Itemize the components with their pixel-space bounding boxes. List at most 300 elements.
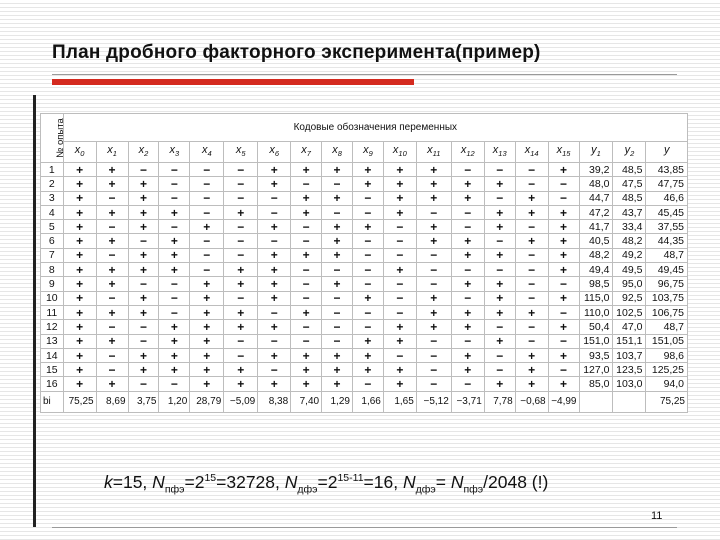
factor-level-cell: − — [515, 277, 548, 291]
factor-level-cell: − — [190, 191, 224, 205]
factor-level-cell: + — [63, 163, 96, 177]
factor-level-cell: − — [224, 334, 258, 348]
factor-level-cell: + — [258, 263, 291, 277]
variable-names-row — [41, 142, 688, 163]
trial-number-cell: 9 — [41, 277, 64, 291]
factor-level-cell: − — [96, 248, 128, 262]
factor-level-cell: + — [383, 334, 416, 348]
variable-index: 10 — [398, 149, 407, 159]
coefficient-cell: 1,66 — [352, 391, 383, 412]
factor-level-cell: + — [548, 163, 579, 177]
variable-header-cell — [515, 142, 548, 163]
factor-level-cell: + — [322, 377, 353, 391]
footer-divider — [52, 527, 677, 528]
factor-level-cell: + — [291, 248, 322, 262]
response-y-cell: 43,85 — [646, 163, 688, 177]
factor-level-cell: + — [128, 348, 159, 362]
response-y2-cell: 33,4 — [613, 220, 646, 234]
factor-level-cell: + — [451, 363, 484, 377]
factor-level-cell: + — [63, 363, 96, 377]
factor-level-cell: + — [96, 277, 128, 291]
factor-level-cell: + — [416, 291, 451, 305]
factor-level-cell: − — [159, 220, 190, 234]
variable-symbol: x — [107, 143, 113, 156]
factor-level-cell: − — [96, 220, 128, 234]
variable-header-cell — [224, 142, 258, 163]
factor-level-cell: + — [548, 248, 579, 262]
factor-level-cell: − — [416, 248, 451, 262]
factor-level-cell: − — [190, 248, 224, 262]
factor-level-cell: + — [190, 277, 224, 291]
coefficient-cell: 8,38 — [258, 391, 291, 412]
coefficient-cell: −3,71 — [451, 391, 484, 412]
response-y1-cell: 41,7 — [579, 220, 613, 234]
factor-level-cell: − — [96, 291, 128, 305]
response-y1-cell: 151,0 — [579, 334, 613, 348]
coefficient-cell: 75,25 — [63, 391, 96, 412]
response-y1-cell: 49,4 — [579, 263, 613, 277]
factor-level-cell: − — [451, 263, 484, 277]
variable-header-cell — [291, 142, 322, 163]
factor-level-cell: + — [322, 191, 353, 205]
table-row — [41, 363, 688, 377]
factor-level-cell: − — [484, 320, 515, 334]
variable-index: 2 — [144, 149, 149, 159]
factor-level-cell: − — [291, 320, 322, 334]
factor-level-cell: + — [352, 363, 383, 377]
factor-level-cell: − — [515, 248, 548, 262]
factor-level-cell: + — [258, 291, 291, 305]
factor-level-cell: + — [96, 334, 128, 348]
factor-level-cell: + — [128, 191, 159, 205]
response-y2-cell: 47,0 — [613, 320, 646, 334]
factor-level-cell: + — [190, 363, 224, 377]
response-y2-cell: 103,7 — [613, 348, 646, 362]
factor-level-cell: + — [258, 348, 291, 362]
factor-level-cell: + — [63, 220, 96, 234]
response-y1-cell: 48,2 — [579, 248, 613, 262]
factor-level-cell: + — [322, 234, 353, 248]
factor-level-cell: + — [451, 305, 484, 319]
factor-level-cell: + — [383, 320, 416, 334]
variable-index: 0 — [80, 149, 85, 159]
factor-level-cell: + — [224, 263, 258, 277]
factor-level-cell: + — [159, 234, 190, 248]
factor-level-cell: − — [258, 363, 291, 377]
coefficient-cell: −4,99 — [548, 391, 579, 412]
coefficient-cell: 7,78 — [484, 391, 515, 412]
factor-level-cell: + — [515, 305, 548, 319]
trial-number-cell: 1 — [41, 163, 64, 177]
variable-index: 15 — [562, 149, 571, 159]
factor-level-cell: + — [258, 320, 291, 334]
factor-level-cell: − — [128, 334, 159, 348]
variable-symbol: x — [138, 143, 145, 156]
factor-level-cell: + — [96, 205, 128, 219]
factor-level-cell: − — [416, 348, 451, 362]
factor-level-cell: − — [416, 377, 451, 391]
variable-symbol: x — [269, 143, 275, 156]
response-y-cell: 125,25 — [646, 363, 688, 377]
factor-level-cell: + — [128, 177, 159, 191]
variable-header-cell — [416, 142, 451, 163]
coefficient-cell: 1,29 — [322, 391, 353, 412]
factor-level-cell: − — [190, 205, 224, 219]
formula-n-2-sub: дфэ — [297, 483, 318, 496]
factor-level-cell: − — [96, 348, 128, 362]
trial-number-label: № опыта — [54, 118, 66, 158]
factor-level-cell: − — [484, 234, 515, 248]
response-y1-cell: 47,2 — [579, 205, 613, 219]
factor-level-cell: + — [322, 220, 353, 234]
response-y2-cell: 48,2 — [613, 234, 646, 248]
factor-level-cell: + — [515, 191, 548, 205]
trial-number-cell: 16 — [41, 377, 64, 391]
factor-level-cell: − — [322, 205, 353, 219]
trial-number-cell: 10 — [41, 291, 64, 305]
factor-level-cell: + — [548, 205, 579, 219]
factor-level-cell: + — [451, 320, 484, 334]
variable-header-cell — [646, 142, 688, 163]
factor-level-cell: + — [484, 377, 515, 391]
factor-level-cell: − — [258, 205, 291, 219]
variable-index: 9 — [368, 149, 373, 159]
response-y2-cell: 49,5 — [613, 263, 646, 277]
factor-level-cell: − — [352, 205, 383, 219]
factor-level-cell: + — [451, 234, 484, 248]
factor-level-cell: + — [96, 305, 128, 319]
factor-level-cell: + — [322, 277, 353, 291]
variable-symbol: x — [392, 143, 399, 156]
response-y1-cell: 127,0 — [579, 363, 613, 377]
factor-level-cell: − — [322, 291, 353, 305]
factor-level-cell: + — [128, 363, 159, 377]
factor-level-cell: + — [322, 363, 353, 377]
variable-header-cell — [451, 142, 484, 163]
table-row — [41, 191, 688, 205]
coefficient-cell: 3,75 — [128, 391, 159, 412]
factor-level-cell: − — [383, 248, 416, 262]
table-row — [41, 163, 688, 177]
formula-part-5: =16, — [363, 472, 403, 492]
factor-level-cell: − — [515, 291, 548, 305]
formula-n-1-sub: пфэ — [164, 483, 185, 496]
factor-level-cell: − — [515, 163, 548, 177]
factor-level-cell: + — [159, 320, 190, 334]
factor-level-cell: + — [416, 234, 451, 248]
factor-level-cell: − — [258, 305, 291, 319]
table-row — [41, 305, 688, 319]
factor-level-cell: + — [548, 220, 579, 234]
variable-index: 11 — [432, 149, 441, 159]
factor-level-cell: − — [291, 220, 322, 234]
table-row — [41, 320, 688, 334]
factor-level-cell: + — [383, 205, 416, 219]
response-y2-cell: 92,5 — [613, 291, 646, 305]
factor-level-cell: + — [416, 177, 451, 191]
factor-level-cell: − — [515, 263, 548, 277]
factor-level-cell: − — [383, 348, 416, 362]
factor-level-cell: + — [63, 305, 96, 319]
factor-level-cell: + — [548, 291, 579, 305]
factor-level-cell: − — [416, 277, 451, 291]
factor-level-cell: − — [159, 277, 190, 291]
formula-n-1: N — [152, 472, 165, 492]
factor-level-cell: + — [416, 305, 451, 319]
factor-level-cell: − — [128, 234, 159, 248]
trial-number-cell: 6 — [41, 234, 64, 248]
variable-header-cell — [190, 142, 224, 163]
factor-level-cell: + — [258, 277, 291, 291]
factor-level-cell: + — [258, 163, 291, 177]
factor-level-cell: − — [258, 234, 291, 248]
factor-level-cell: − — [159, 377, 190, 391]
factor-level-cell: + — [548, 234, 579, 248]
factor-level-cell: − — [224, 163, 258, 177]
trial-number-cell: 4 — [41, 205, 64, 219]
factor-level-cell: − — [451, 291, 484, 305]
variable-index: 5 — [241, 149, 246, 159]
formula-exp-1: 15 — [204, 472, 217, 485]
response-y2-cell: 47,5 — [613, 177, 646, 191]
factor-level-cell: − — [383, 291, 416, 305]
left-accent-bar — [33, 95, 36, 527]
slide-title: План дробного факторного эксперимента(пример) — [52, 42, 541, 63]
response-y1-cell: 98,5 — [579, 277, 613, 291]
coefficient-cell: −5,12 — [416, 391, 451, 412]
factor-level-cell: + — [128, 248, 159, 262]
factor-level-cell: − — [352, 248, 383, 262]
table-body — [41, 163, 688, 413]
table-row — [41, 248, 688, 262]
variable-header-cell — [258, 142, 291, 163]
response-y-cell: 106,75 — [646, 305, 688, 319]
response-y-cell: 46,6 — [646, 191, 688, 205]
factor-level-cell: + — [291, 348, 322, 362]
variable-symbol: x — [427, 143, 433, 156]
table-row — [41, 291, 688, 305]
factor-level-cell: + — [484, 220, 515, 234]
factor-level-cell: + — [63, 334, 96, 348]
trial-number-cell: 13 — [41, 334, 64, 348]
factor-level-cell: − — [416, 205, 451, 219]
table-row — [41, 377, 688, 391]
factor-level-cell: − — [548, 277, 579, 291]
factor-level-cell: − — [484, 163, 515, 177]
variable-index: 2 — [630, 149, 635, 159]
factor-level-cell: + — [291, 377, 322, 391]
factor-level-cell: + — [484, 291, 515, 305]
factor-level-cell: + — [383, 377, 416, 391]
coefficient-cell: −5,09 — [224, 391, 258, 412]
factor-level-cell: − — [383, 234, 416, 248]
response-y-cell: 49,45 — [646, 263, 688, 277]
table-row — [41, 348, 688, 362]
factor-level-cell: + — [159, 348, 190, 362]
variable-index: 1 — [596, 149, 601, 159]
factor-level-cell: − — [96, 191, 128, 205]
factor-level-cell: + — [515, 377, 548, 391]
factor-level-cell: − — [515, 320, 548, 334]
factor-level-cell: + — [224, 277, 258, 291]
factor-level-cell: + — [322, 348, 353, 362]
variable-header-cell — [613, 142, 646, 163]
factor-level-cell: + — [63, 177, 96, 191]
factor-level-cell: − — [224, 291, 258, 305]
factor-level-cell: + — [322, 248, 353, 262]
table-row — [41, 277, 688, 291]
factor-level-cell: + — [96, 163, 128, 177]
coefficient-cell — [579, 391, 613, 412]
factor-level-cell: + — [383, 263, 416, 277]
response-y-cell: 48,7 — [646, 320, 688, 334]
table-row — [41, 177, 688, 191]
factor-level-cell: + — [548, 320, 579, 334]
table-row — [41, 263, 688, 277]
factor-level-cell: − — [224, 191, 258, 205]
response-y2-cell: 123,5 — [613, 363, 646, 377]
factor-level-cell: + — [190, 320, 224, 334]
response-y2-cell: 48,5 — [613, 163, 646, 177]
variable-symbol: y — [591, 143, 597, 156]
factor-level-cell: + — [159, 334, 190, 348]
factor-level-cell: + — [548, 377, 579, 391]
factor-level-cell: − — [224, 348, 258, 362]
formula-n-4: N — [450, 472, 464, 492]
response-y2-cell: 48,5 — [613, 191, 646, 205]
formula-n-4-sub: пфэ — [463, 483, 484, 496]
factor-level-cell: − — [548, 363, 579, 377]
factor-level-cell: + — [352, 163, 383, 177]
factor-level-cell: − — [224, 177, 258, 191]
coefficient-cell: −0,68 — [515, 391, 548, 412]
formula-part-2: =2 — [184, 472, 205, 492]
factor-level-cell: + — [128, 220, 159, 234]
coefficient-cell — [613, 391, 646, 412]
formula-k: k — [104, 472, 113, 492]
factor-level-cell: + — [451, 277, 484, 291]
factor-level-cell: − — [383, 277, 416, 291]
factor-level-cell: − — [128, 277, 159, 291]
factor-level-cell: − — [451, 334, 484, 348]
factor-level-cell: − — [484, 191, 515, 205]
factor-level-cell: − — [159, 291, 190, 305]
formula-part-1: =15, — [112, 472, 153, 492]
factor-level-cell: + — [258, 377, 291, 391]
coefficient-cell: 8,69 — [96, 391, 128, 412]
factor-level-cell: − — [548, 334, 579, 348]
variable-symbol: x — [556, 143, 563, 156]
factor-level-cell: + — [416, 163, 451, 177]
factor-level-cell: + — [224, 305, 258, 319]
response-y1-cell: 48,0 — [579, 177, 613, 191]
factor-level-cell: + — [96, 377, 128, 391]
factor-level-cell: − — [383, 305, 416, 319]
trial-number-cell: 5 — [41, 220, 64, 234]
factor-level-cell: + — [291, 163, 322, 177]
factor-level-cell: + — [484, 305, 515, 319]
factor-level-cell: + — [63, 191, 96, 205]
factor-level-cell: − — [451, 163, 484, 177]
factor-level-cell: + — [190, 334, 224, 348]
factor-level-cell: − — [159, 191, 190, 205]
factor-level-cell: + — [484, 248, 515, 262]
factor-level-cell: + — [63, 263, 96, 277]
response-y-cell: 47,75 — [646, 177, 688, 191]
factor-level-cell: − — [159, 305, 190, 319]
factor-level-cell: + — [159, 363, 190, 377]
factor-level-cell: − — [515, 177, 548, 191]
factor-level-cell: + — [128, 263, 159, 277]
factor-level-cell: − — [352, 263, 383, 277]
factor-level-cell: + — [383, 177, 416, 191]
factor-level-cell: + — [515, 205, 548, 219]
factor-level-cell: + — [352, 291, 383, 305]
factor-level-cell: − — [451, 220, 484, 234]
factor-level-cell: − — [224, 234, 258, 248]
response-y-cell: 37,55 — [646, 220, 688, 234]
variable-index: 3 — [175, 149, 180, 159]
factor-level-cell: + — [190, 305, 224, 319]
factor-level-cell: + — [484, 177, 515, 191]
variable-header-cell — [383, 142, 416, 163]
variable-header-cell — [548, 142, 579, 163]
factor-level-cell: − — [291, 277, 322, 291]
factor-level-cell: + — [159, 205, 190, 219]
factor-level-cell: − — [159, 163, 190, 177]
variable-symbol: x — [74, 143, 81, 156]
factor-level-cell: + — [451, 191, 484, 205]
factor-level-cell: + — [352, 334, 383, 348]
factor-level-cell: − — [159, 177, 190, 191]
coefficient-cell: 1,65 — [383, 391, 416, 412]
variable-symbol: x — [363, 143, 369, 156]
variable-index: 6 — [274, 149, 280, 159]
factor-level-cell: + — [190, 348, 224, 362]
factor-level-cell: + — [63, 234, 96, 248]
variable-symbol: y — [663, 143, 670, 156]
response-y-cell: 103,75 — [646, 291, 688, 305]
coefficient-cell: 28,79 — [190, 391, 224, 412]
factor-level-cell: − — [291, 234, 322, 248]
factor-level-cell: − — [451, 205, 484, 219]
factor-level-cell: + — [63, 291, 96, 305]
response-y1-cell: 39,2 — [579, 163, 613, 177]
variable-index: 8 — [337, 149, 342, 159]
variable-symbol: x — [524, 143, 531, 156]
variable-index: 12 — [466, 149, 475, 159]
factor-level-cell: + — [383, 163, 416, 177]
factor-level-cell: − — [515, 334, 548, 348]
formula-part-4: =2 — [317, 472, 338, 492]
title-divider — [52, 74, 677, 75]
factor-level-cell: − — [96, 320, 128, 334]
trial-number-cell: 3 — [41, 191, 64, 205]
variable-index: 13 — [498, 149, 507, 159]
factor-level-cell: + — [515, 234, 548, 248]
trial-number-cell: 15 — [41, 363, 64, 377]
response-y1-cell: 115,0 — [579, 291, 613, 305]
factor-level-cell: − — [484, 263, 515, 277]
factor-level-cell: + — [96, 263, 128, 277]
formula-exp-2: 15-11 — [337, 472, 364, 485]
response-y-cell: 96,75 — [646, 277, 688, 291]
factor-level-cell: − — [190, 234, 224, 248]
variable-header-cell — [63, 142, 96, 163]
factor-level-cell: − — [383, 220, 416, 234]
table-row — [41, 234, 688, 248]
variable-symbol: x — [460, 143, 467, 156]
